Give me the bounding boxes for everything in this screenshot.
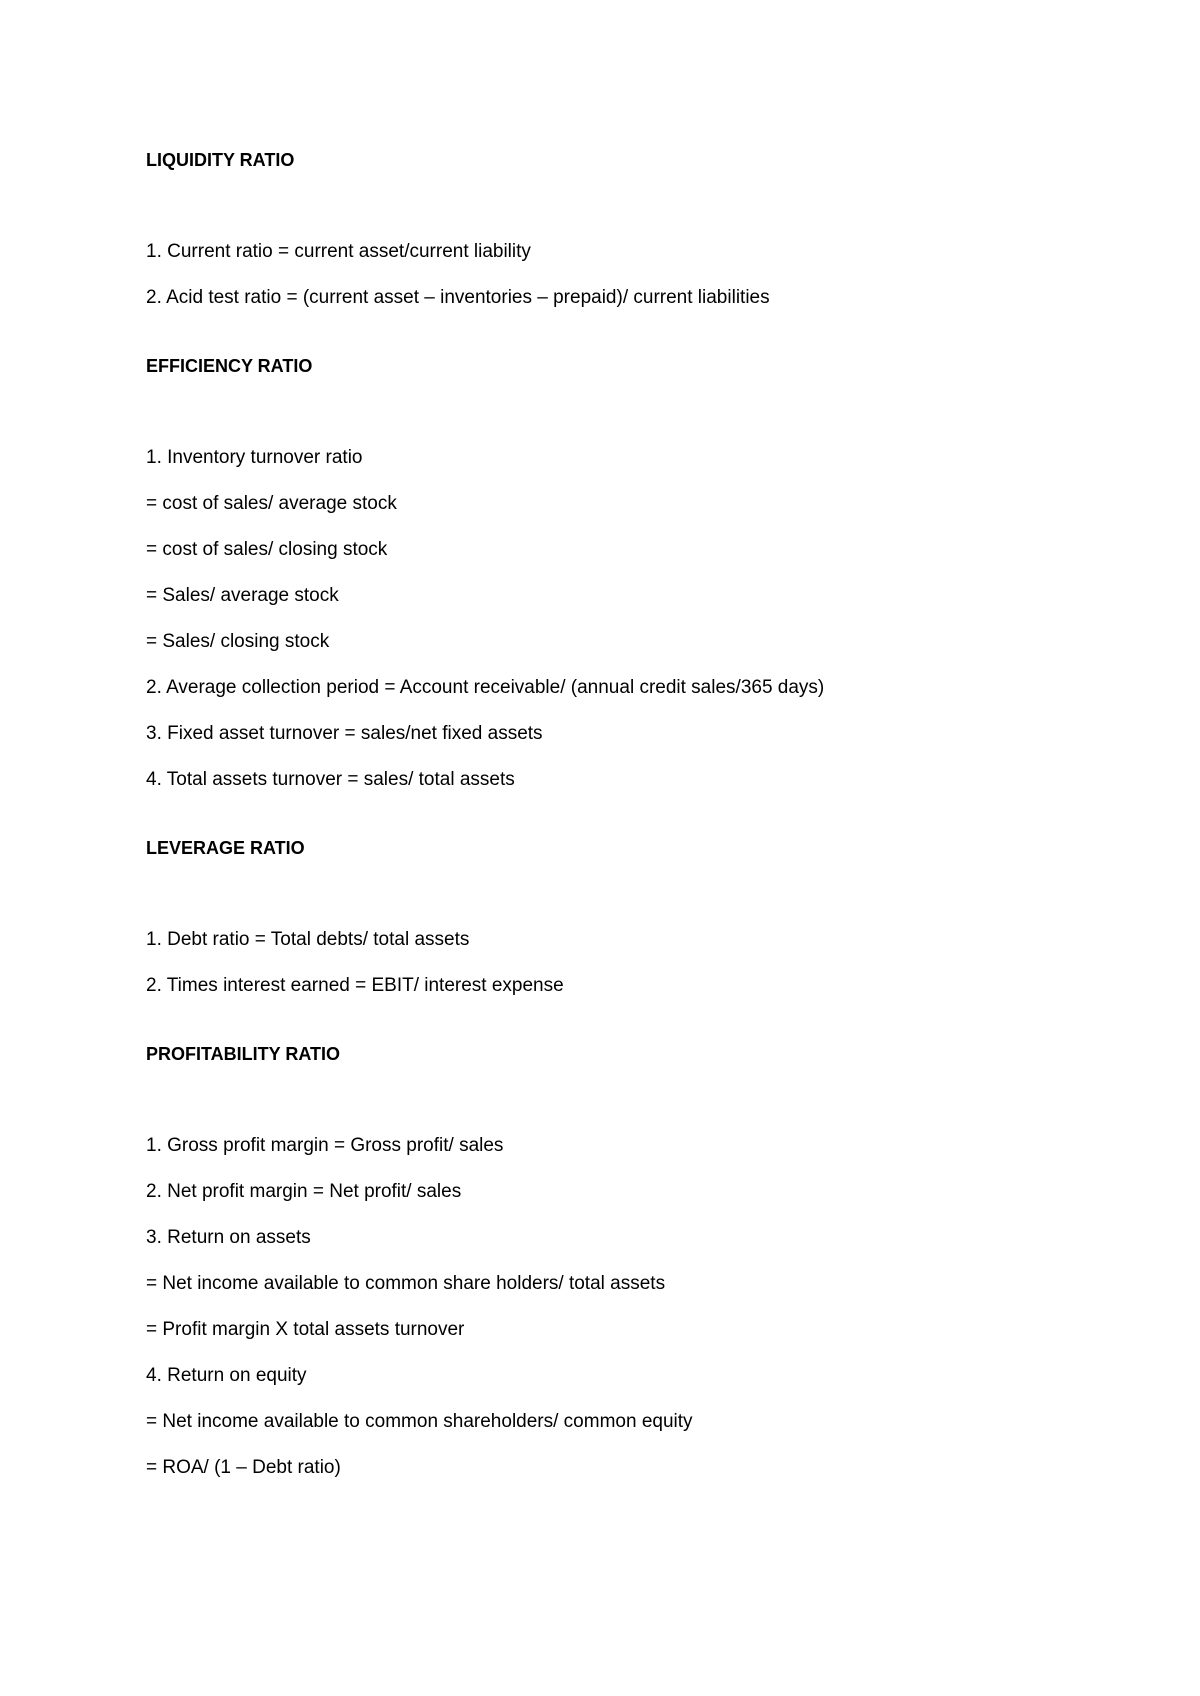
formula-line: 2. Acid test ratio = (current asset – inventories – prepaid)/ current liabilities: [146, 287, 770, 308]
formula-line: 3. Fixed asset turnover = sales/net fixed assets: [146, 723, 543, 744]
formula-line: = cost of sales/ closing stock: [146, 539, 388, 560]
formula-line: 1. Current ratio = current asset/current liability: [146, 241, 531, 262]
formula-line: 4. Return on equity: [146, 1365, 307, 1386]
formula-line: 2. Times interest earned = EBIT/ interest expense: [146, 975, 564, 996]
section-liquidity-ratio: [146, 148, 1106, 310]
formula-line: = Sales/ average stock: [146, 585, 339, 606]
formula-line: = cost of sales/ average stock: [146, 493, 397, 514]
formula-line: 2. Average collection period = Account receivable/ (annual credit sales/365 days): [146, 677, 825, 698]
document-body: [146, 148, 1106, 1502]
formula-line: 1. Inventory turnover ratio: [146, 447, 363, 468]
formula-line: 1. Debt ratio = Total debts/ total assets: [146, 929, 470, 950]
section-heading: LEVERAGE RATIO: [146, 838, 305, 858]
section-heading: LIQUIDITY RATIO: [146, 150, 295, 170]
formula-line: = Net income available to common share holders/ total assets: [146, 1273, 666, 1294]
formula-line: 1. Gross profit margin = Gross profit/ sales: [146, 1135, 504, 1156]
formula-line: 4. Total assets turnover = sales/ total assets: [146, 769, 515, 790]
formula-line: 3. Return on assets: [146, 1227, 311, 1248]
formula-line: 2. Net profit margin = Net profit/ sales: [146, 1181, 462, 1202]
section-profitability-ratio: [146, 1042, 1106, 1480]
formula-line: = Profit margin X total assets turnover: [146, 1319, 465, 1340]
formula-line: = ROA/ (1 – Debt ratio): [146, 1457, 341, 1478]
section-heading: EFFICIENCY RATIO: [146, 356, 313, 376]
formula-line: = Sales/ closing stock: [146, 631, 330, 652]
formula-line: = Net income available to common shareholders/ common equity: [146, 1411, 693, 1432]
section-heading: PROFITABILITY RATIO: [146, 1044, 340, 1064]
section-efficiency-ratio: [146, 354, 1106, 792]
section-leverage-ratio: [146, 836, 1106, 998]
